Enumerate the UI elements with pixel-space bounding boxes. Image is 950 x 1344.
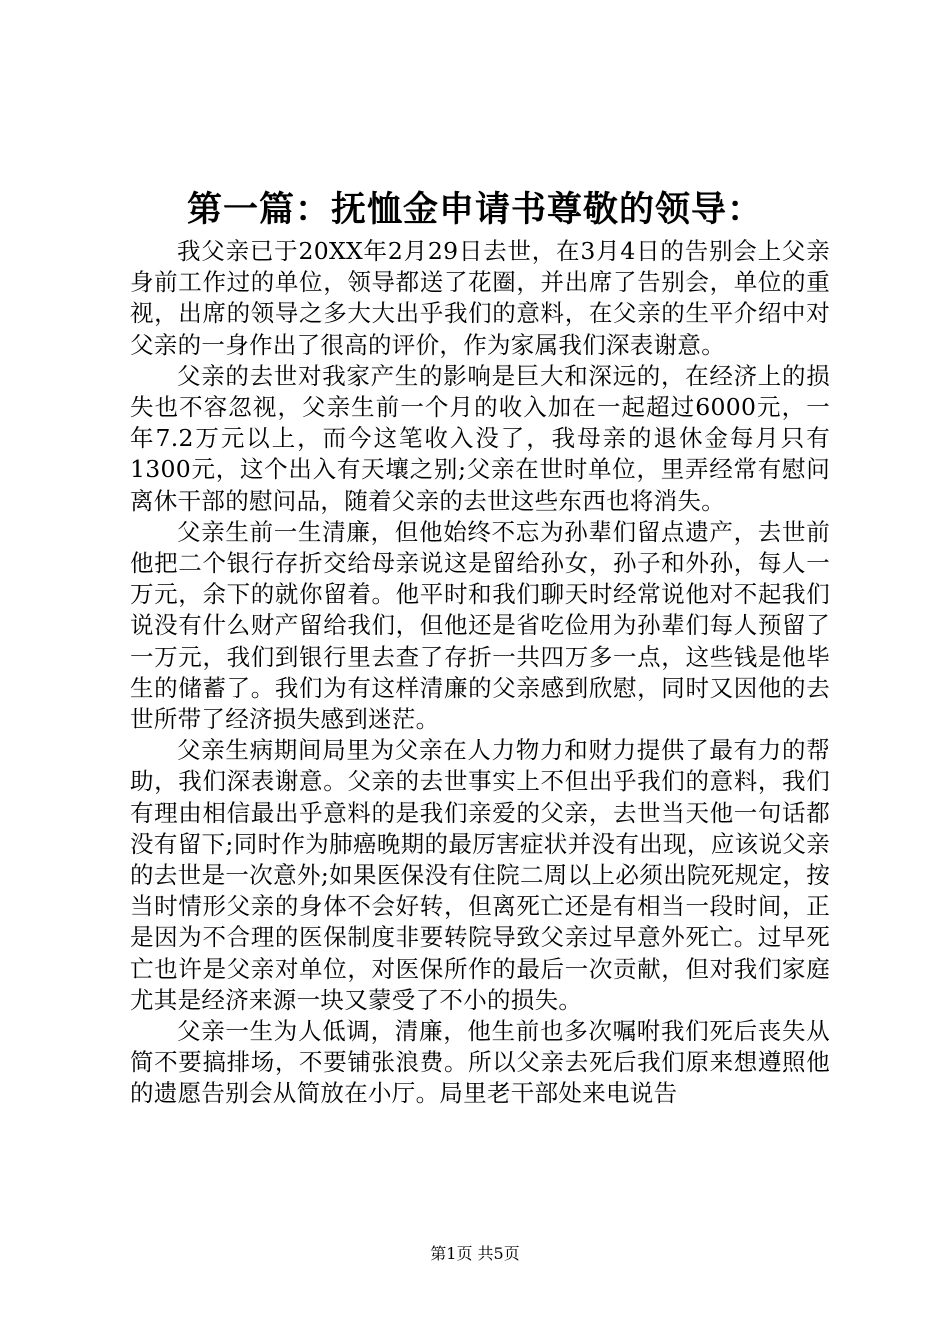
- paragraph: 父亲的去世对我家产生的影响是巨大和深远的，在经济上的损失也不容忽视，父亲生前一个月的收入加在一起超过6000元，一年7.2万元以上，而今这笔收入没了，我母亲的退休金每月只有1300元，这个出入有天壤之别;父亲在世时单位，里弄经常有慰问离休干部的慰问品，随着父亲的去世这些东西也将消失。: [130, 361, 830, 515]
- paragraph: 父亲生前一生清廉，但他始终不忘为孙辈们留点遗产，去世前他把二个银行存折交给母亲说这是留给孙女，孙子和外孙，每人一万元，余下的就你留着。他平时和我们聊天时经常说他对不起我们说没有什么财产留给我们，但他还是省吃俭用为孙辈们每人预留了一万元，我们到银行里去查了存折一共四万多一点，这些钱是他毕生的储蓄了。我们为有这样清廉的父亲感到欣慰，同时又因他的去世所带了经济损失感到迷茫。: [130, 517, 830, 734]
- paragraph: 我父亲已于20XX年2月29日去世，在3月4日的告别会上父亲身前工作过的单位，领导都送了花圈，并出席了告别会，单位的重视，出席的领导之多大大出乎我们的意料，在父亲的生平介绍中对父亲的一身作出了很高的评价，作为家属我们深表谢意。: [130, 237, 830, 359]
- paragraph: 父亲生病期间局里为父亲在人力物力和财力提供了最有力的帮助，我们深表谢意。父亲的去世事实上不但出乎我们的意料，我们有理由相信最出乎意料的是我们亲爱的父亲，去世当天他一句话都没有留下;同时作为肺癌晚期的最厉害症状并没有出现，应该说父亲的去世是一次意外;如果医保没有住院二周以上必须出院死规定，按当时情形父亲的身体不会好转，但离死亡还是有相当一段时间，正是因为不合理的医保制度非要转院导致父亲过早意外死亡。过早死亡也许是父亲对单位，对医保所作的最后一次贡献，但对我们家庭尤其是经济来源一块又蒙受了不小的损失。: [130, 736, 830, 1014]
- document-title: 第一篇：抚恤金申请书尊敬的领导：: [186, 189, 763, 230]
- document-body: [130, 236, 830, 1110]
- paragraph: 父亲一生为人低调，清廉，他生前也多次嘱咐我们死后丧失从简不要搞排场，不要铺张浪费。所以父亲去死后我们原来想遵照他的遗愿告别会从简放在小厅。局里老干部处来电说告: [130, 1017, 830, 1108]
- page-footer: [0, 1243, 950, 1265]
- page-indicator: 第1页 共5页: [430, 1244, 520, 1263]
